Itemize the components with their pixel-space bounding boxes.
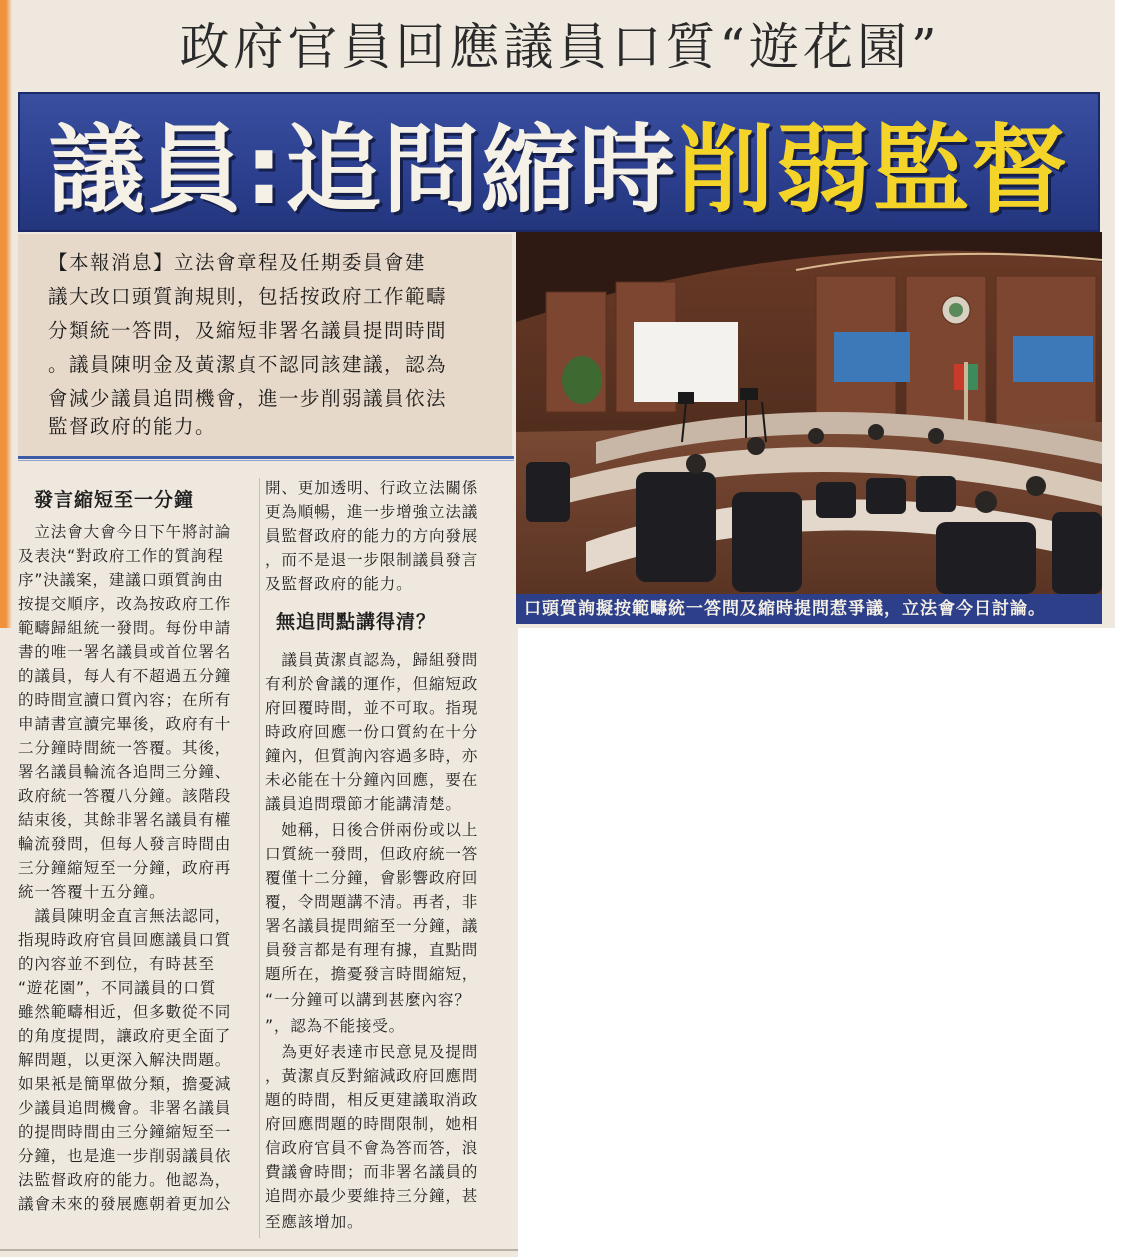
text-line: 法監督政府的能力。他認為， bbox=[18, 1171, 232, 1189]
text-line: 解問題，以更深入解決問題。 bbox=[18, 1051, 232, 1069]
divider bbox=[18, 456, 514, 459]
text-line: 員監督政府的能力的方向發展 bbox=[265, 527, 479, 545]
lead-line: 。議員陳明金及黃潔貞不認同該建議，認為 bbox=[48, 353, 448, 376]
text-line: 為更好表達市民意見及提問 bbox=[265, 1043, 479, 1061]
text-line: 時政府回應一份口質約在十分 bbox=[265, 723, 479, 741]
text-line: 議會未來的發展應朝着更加公 bbox=[18, 1195, 232, 1213]
text-line: 題的時間，相反更建議取消政 bbox=[265, 1091, 479, 1109]
text-line: 分鐘，也是進一步削弱議員依 bbox=[18, 1147, 232, 1165]
text-line: 追問亦最少要維持三分鐘，甚 bbox=[265, 1187, 479, 1205]
text-line: 及監督政府的能力。 bbox=[265, 575, 413, 593]
text-line: 書的唯一署名議員或首位署名 bbox=[18, 643, 232, 661]
section-subhead: 無追問點講得清？ bbox=[276, 611, 437, 633]
text-line: ”，認為不能接受。 bbox=[265, 1017, 406, 1035]
lead-line: 監督政府的能力。 bbox=[48, 415, 217, 438]
text-line: 政府統一答覆八分鐘。該階段 bbox=[18, 787, 232, 805]
legislative-chamber-photo bbox=[516, 232, 1102, 594]
lead-line: 【本報消息】立法會章程及任期委員會建 bbox=[48, 251, 427, 274]
text-line: 雖然範疇相近，但多數從不同 bbox=[18, 1003, 232, 1021]
lead-line: 議大改口頭質詢規則，包括按政府工作範疇 bbox=[48, 285, 448, 308]
main-headline bbox=[18, 92, 1100, 232]
page-edge bbox=[0, 0, 12, 628]
text-line: 覆僅十二分鐘，會影響政府回 bbox=[265, 869, 479, 887]
text-line: ，而不是退一步限制議員發言 bbox=[265, 551, 479, 569]
text-line: 署名議員提問縮至一分鐘，議 bbox=[265, 917, 479, 935]
text-line: 輪流發問，但每人發言時間由 bbox=[18, 835, 232, 853]
text-line: 議員追問環節才能講清楚。 bbox=[265, 795, 462, 813]
text-line: 議員黃潔貞認為，歸組發問 bbox=[265, 651, 479, 669]
text-line: 她稱，日後合併兩份或以上 bbox=[265, 821, 479, 839]
text-line: 按提交順序，改為按政府工作 bbox=[18, 595, 232, 613]
text-line: 府回覆時間，並不可取。指現 bbox=[265, 699, 479, 717]
blank-area bbox=[518, 628, 1143, 1257]
text-line: 鐘內，但質詢內容過多時，亦 bbox=[265, 747, 479, 765]
news-photo bbox=[516, 232, 1102, 594]
text-line: 立法會大會今日下午將討論 bbox=[18, 523, 232, 541]
headline-part2: 削弱監督 bbox=[677, 113, 1070, 226]
kicker-headline: 政府官員回應議員口質“遊花園” bbox=[179, 18, 941, 76]
text-line: 議員陳明金直言無法認同， bbox=[18, 907, 232, 925]
text-line: “一分鐘可以講到甚麼內容？ bbox=[265, 991, 471, 1009]
photo-caption: 口頭質詢擬按範疇統一答問及縮時提問惹爭議，立法會今日討論。 bbox=[516, 594, 1102, 624]
text-line: 的角度提問，讓政府更全面了 bbox=[18, 1027, 232, 1045]
text-line: 序”決議案，建議口頭質詢由 bbox=[18, 571, 224, 589]
text-line: 的時間宣讀口質內容；在所有 bbox=[18, 691, 232, 709]
headline-part1: 議員:追問縮時 bbox=[48, 113, 678, 226]
text-line: 開、更加透明、行政立法關係 bbox=[265, 479, 479, 497]
text-line: “遊花園”，不同議員的口質 bbox=[18, 979, 217, 997]
text-line: 三分鐘縮短至一分鐘，政府再 bbox=[18, 859, 232, 877]
text-line: 及表決“對政府工作的質詢程 bbox=[18, 547, 224, 565]
text-line: 如果衹是簡單做分類，擔憂減 bbox=[18, 1075, 232, 1093]
text-line: 結束後，其餘非署名議員有權 bbox=[18, 811, 232, 829]
lead-line: 會減少議員追問機會，進一步削弱議員依法 bbox=[48, 387, 448, 410]
text-line: 有利於會議的運作，但縮短政 bbox=[265, 675, 479, 693]
section-subhead: 發言縮短至一分鐘 bbox=[34, 489, 195, 511]
divider bbox=[0, 1249, 518, 1251]
text-line: 府回應問題的時間限制，她相 bbox=[265, 1115, 479, 1133]
text-line: 未必能在十分鐘內回應，要在 bbox=[265, 771, 479, 789]
text-line: 的議員，每人有不超過五分鐘 bbox=[18, 667, 232, 685]
text-line: 署名議員輪流各追問三分鐘、 bbox=[18, 763, 232, 781]
text-line: 二分鐘時間統一答覆。其後， bbox=[18, 739, 232, 757]
text-line: 少議員追問機會。非署名議員 bbox=[18, 1099, 232, 1117]
text-line: 的內容並不到位，有時甚至 bbox=[18, 955, 215, 973]
text-line: 覆，令問題講不清。再者，非 bbox=[265, 893, 479, 911]
text-line: 員發言都是有理有據，直點問 bbox=[265, 941, 479, 959]
text-line: 更為順暢，進一步增強立法議 bbox=[265, 503, 479, 521]
text-line: 費議會時間；而非署名議員的 bbox=[265, 1163, 479, 1181]
text-line: 申請書宣讀完畢後，政府有十 bbox=[18, 715, 232, 733]
text-line: 範疇歸組統一發問。每份申請 bbox=[18, 619, 232, 637]
text-line: 題所在，擔憂發言時間縮短， bbox=[265, 965, 479, 983]
text-line: 至應該增加。 bbox=[265, 1213, 364, 1231]
text-line: 口質統一發問，但政府統一答 bbox=[265, 845, 479, 863]
text-line: 統一答覆十五分鐘。 bbox=[18, 883, 166, 901]
text-line: 指現時政府官員回應議員口質 bbox=[18, 931, 232, 949]
lead-line: 分類統一答問，及縮短非署名議員提問時間 bbox=[48, 319, 448, 342]
text-line: 信政府官員不會為答而答，浪 bbox=[265, 1139, 479, 1157]
divider bbox=[18, 460, 514, 461]
column-divider bbox=[259, 478, 260, 1238]
text-line: 的提問時間由三分鐘縮短至一 bbox=[18, 1123, 232, 1141]
text-line: ，黃潔貞反對縮減政府回應問 bbox=[265, 1067, 479, 1085]
